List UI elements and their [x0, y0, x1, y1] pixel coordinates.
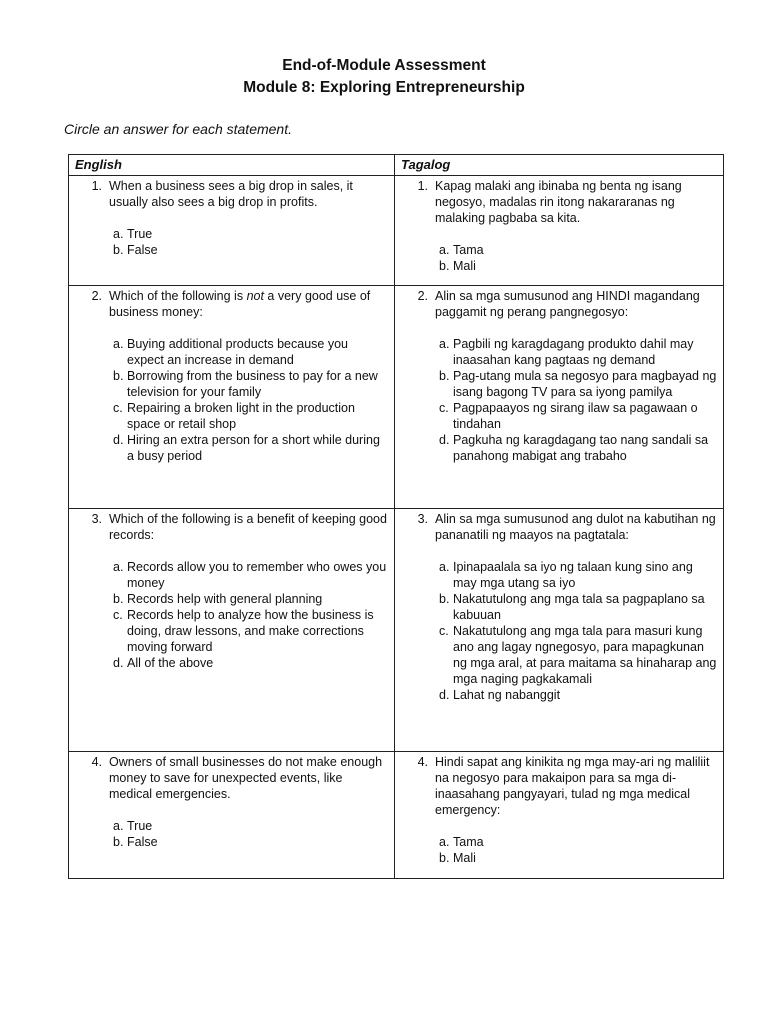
answer-option[interactable] [401, 242, 717, 258]
answer-option[interactable] [75, 336, 388, 368]
option-letter: b. [113, 592, 124, 606]
option-text: Nakatutulong ang mga tala para masuri kung ano ang lagay ngnegosyo, para mapagkunan ng mga aral, at para maitama sa hinaharap ang mga naging pagkakamali [453, 624, 717, 686]
english-cell [69, 509, 395, 752]
answer-option[interactable] [75, 818, 388, 834]
option-letter: b. [439, 592, 450, 606]
tagalog-cell [395, 176, 724, 286]
option-text: Pagkuha ng karagdagang tao nang sandali sa panahong mabigat ang trabaho [453, 433, 709, 463]
option-letter: a. [113, 819, 124, 833]
option-text: Borrowing from the business to pay for a new television for your family [127, 369, 378, 399]
question-number: 1. [91, 179, 102, 193]
question-number: 3. [417, 512, 428, 526]
question-2-tagalog [401, 288, 717, 320]
answer-option[interactable] [75, 607, 388, 655]
answer-option[interactable] [401, 368, 717, 400]
option-text: Lahat ng nabanggit [453, 688, 561, 702]
english-cell [69, 176, 395, 286]
assessment-table [68, 154, 724, 879]
english-cell [69, 752, 395, 879]
table-row [69, 509, 724, 752]
question-3-english [75, 511, 388, 543]
question-number: 4. [91, 755, 102, 769]
option-text: Mali [453, 851, 476, 865]
question-text: When a business sees a big drop in sales, it usually also sees a big drop in profits. [109, 179, 353, 209]
option-text: Mali [453, 259, 476, 273]
option-text: Pag-utang mula sa negosyo para magbayad ng isang bagong TV para sa iyong pamilya [453, 369, 717, 399]
option-letter: c. [113, 608, 123, 622]
option-letter: b. [439, 259, 450, 273]
answer-option[interactable] [401, 258, 717, 274]
option-text: Pagpapaayos ng sirang ilaw sa pagawaan o tindahan [453, 401, 698, 431]
answer-option[interactable] [75, 368, 388, 400]
answer-option[interactable] [401, 432, 717, 464]
answer-option[interactable] [401, 336, 717, 368]
answer-option[interactable] [401, 623, 717, 687]
english-cell [69, 286, 395, 509]
option-letter: c. [439, 401, 449, 415]
question-number: 3. [91, 512, 102, 526]
question-number: 2. [417, 289, 428, 303]
answer-option[interactable] [401, 687, 717, 703]
option-letter: a. [439, 560, 450, 574]
question-text: Hindi sapat ang kinikita ng mga may-ari ng maliliit na negosyo para makaipon para sa mga di-inaasahang pangyayari, tulad ng mga medical emergency: [435, 755, 710, 817]
option-letter: b. [113, 369, 124, 383]
answer-option[interactable] [75, 559, 388, 591]
option-letter: a. [113, 227, 124, 241]
answer-option[interactable] [75, 834, 388, 850]
answer-option[interactable] [75, 242, 388, 258]
document-title: End-of-Module Assessment [282, 57, 486, 74]
option-letter: d. [439, 433, 450, 447]
question-1-tagalog [401, 178, 717, 226]
question-4-english [75, 754, 388, 802]
tagalog-cell [395, 286, 724, 509]
question-number: 4. [417, 755, 428, 769]
question-text: Alin sa mga sumusunod ang dulot na kabutihan ng pananatili ng maayos na pagtatala: [435, 512, 716, 542]
option-letter: b. [113, 835, 124, 849]
column-header-english: English [69, 155, 395, 176]
question-text: Alin sa mga sumusunod ang HINDI magandang paggamit ng perang pangnegosyo: [435, 289, 700, 319]
question-text: Owners of small businesses do not make enough money to save for unexpected events, like medical emergencies. [109, 755, 383, 801]
answer-option[interactable] [75, 226, 388, 242]
option-letter: a. [439, 337, 450, 351]
question-3-tagalog [401, 511, 717, 543]
question-text: Which of the following is not a very good use of business money: [109, 289, 371, 319]
option-letter: c. [113, 401, 123, 415]
option-text: Tama [453, 835, 484, 849]
tagalog-cell [395, 752, 724, 879]
column-header-tagalog: Tagalog [395, 155, 724, 176]
answer-option[interactable] [75, 655, 388, 671]
tagalog-cell [395, 509, 724, 752]
answer-option[interactable] [401, 834, 717, 850]
question-text: Kapag malaki ang ibinaba ng benta ng isang negosyo, madalas rin itong nakararanas ng malaking pagbaba sa kita. [435, 179, 682, 225]
option-letter: b. [439, 851, 450, 865]
option-text: False [127, 243, 158, 257]
option-text: Pagbili ng karagdagang produkto dahil may inaasahan kang pagtaas ng demand [453, 337, 694, 367]
answer-option[interactable] [401, 559, 717, 591]
question-text: Which of the following is a benefit of keeping good records: [109, 512, 387, 542]
option-letter: a. [439, 243, 450, 257]
option-text: Buying additional products because you expect an increase in demand [127, 337, 348, 367]
table-row [69, 752, 724, 879]
option-text: Repairing a broken light in the production space or retail shop [127, 401, 355, 431]
question-2-english [75, 288, 388, 320]
answer-option[interactable] [401, 591, 717, 623]
option-text: Nakatutulong ang mga tala sa pagpaplano sa kabuuan [453, 592, 705, 622]
table-header-row [69, 155, 724, 176]
option-text: False [127, 835, 158, 849]
option-text: Hiring an extra person for a short while during a busy period [127, 433, 380, 463]
question-number: 2. [91, 289, 102, 303]
answer-option[interactable] [401, 850, 717, 866]
option-letter: b. [113, 243, 124, 257]
instructions: Circle an answer for each statement. [64, 121, 292, 137]
option-text: True [127, 227, 153, 241]
question-number: 1. [417, 179, 428, 193]
option-letter: d. [113, 656, 124, 670]
option-letter: a. [439, 835, 450, 849]
option-text: Records help with general planning [127, 592, 323, 606]
answer-option[interactable] [75, 591, 388, 607]
option-text: Records help to analyze how the business is doing, draw lessons, and make corrections moving forward [127, 608, 374, 654]
table-row [69, 176, 724, 286]
option-text: All of the above [127, 656, 214, 670]
option-text: Records allow you to remember who owes you money [127, 560, 387, 590]
option-letter: c. [439, 624, 449, 638]
emphasis-not: not [246, 289, 264, 303]
option-text: Tama [453, 243, 484, 257]
question-1-english [75, 178, 388, 210]
option-letter: b. [439, 369, 450, 383]
option-letter: d. [439, 688, 450, 702]
option-letter: a. [113, 337, 124, 351]
table-row [69, 286, 724, 509]
answer-option[interactable] [75, 400, 388, 432]
question-4-tagalog [401, 754, 717, 818]
option-text: True [127, 819, 153, 833]
answer-option[interactable] [75, 432, 388, 464]
option-letter: d. [113, 433, 124, 447]
answer-option[interactable] [401, 400, 717, 432]
document-subtitle: Module 8: Exploring Entrepreneurship [243, 79, 525, 96]
option-letter: a. [113, 560, 124, 574]
option-text: Ipinapaalala sa iyo ng talaan kung sino ang may mga utang sa iyo [453, 560, 693, 590]
